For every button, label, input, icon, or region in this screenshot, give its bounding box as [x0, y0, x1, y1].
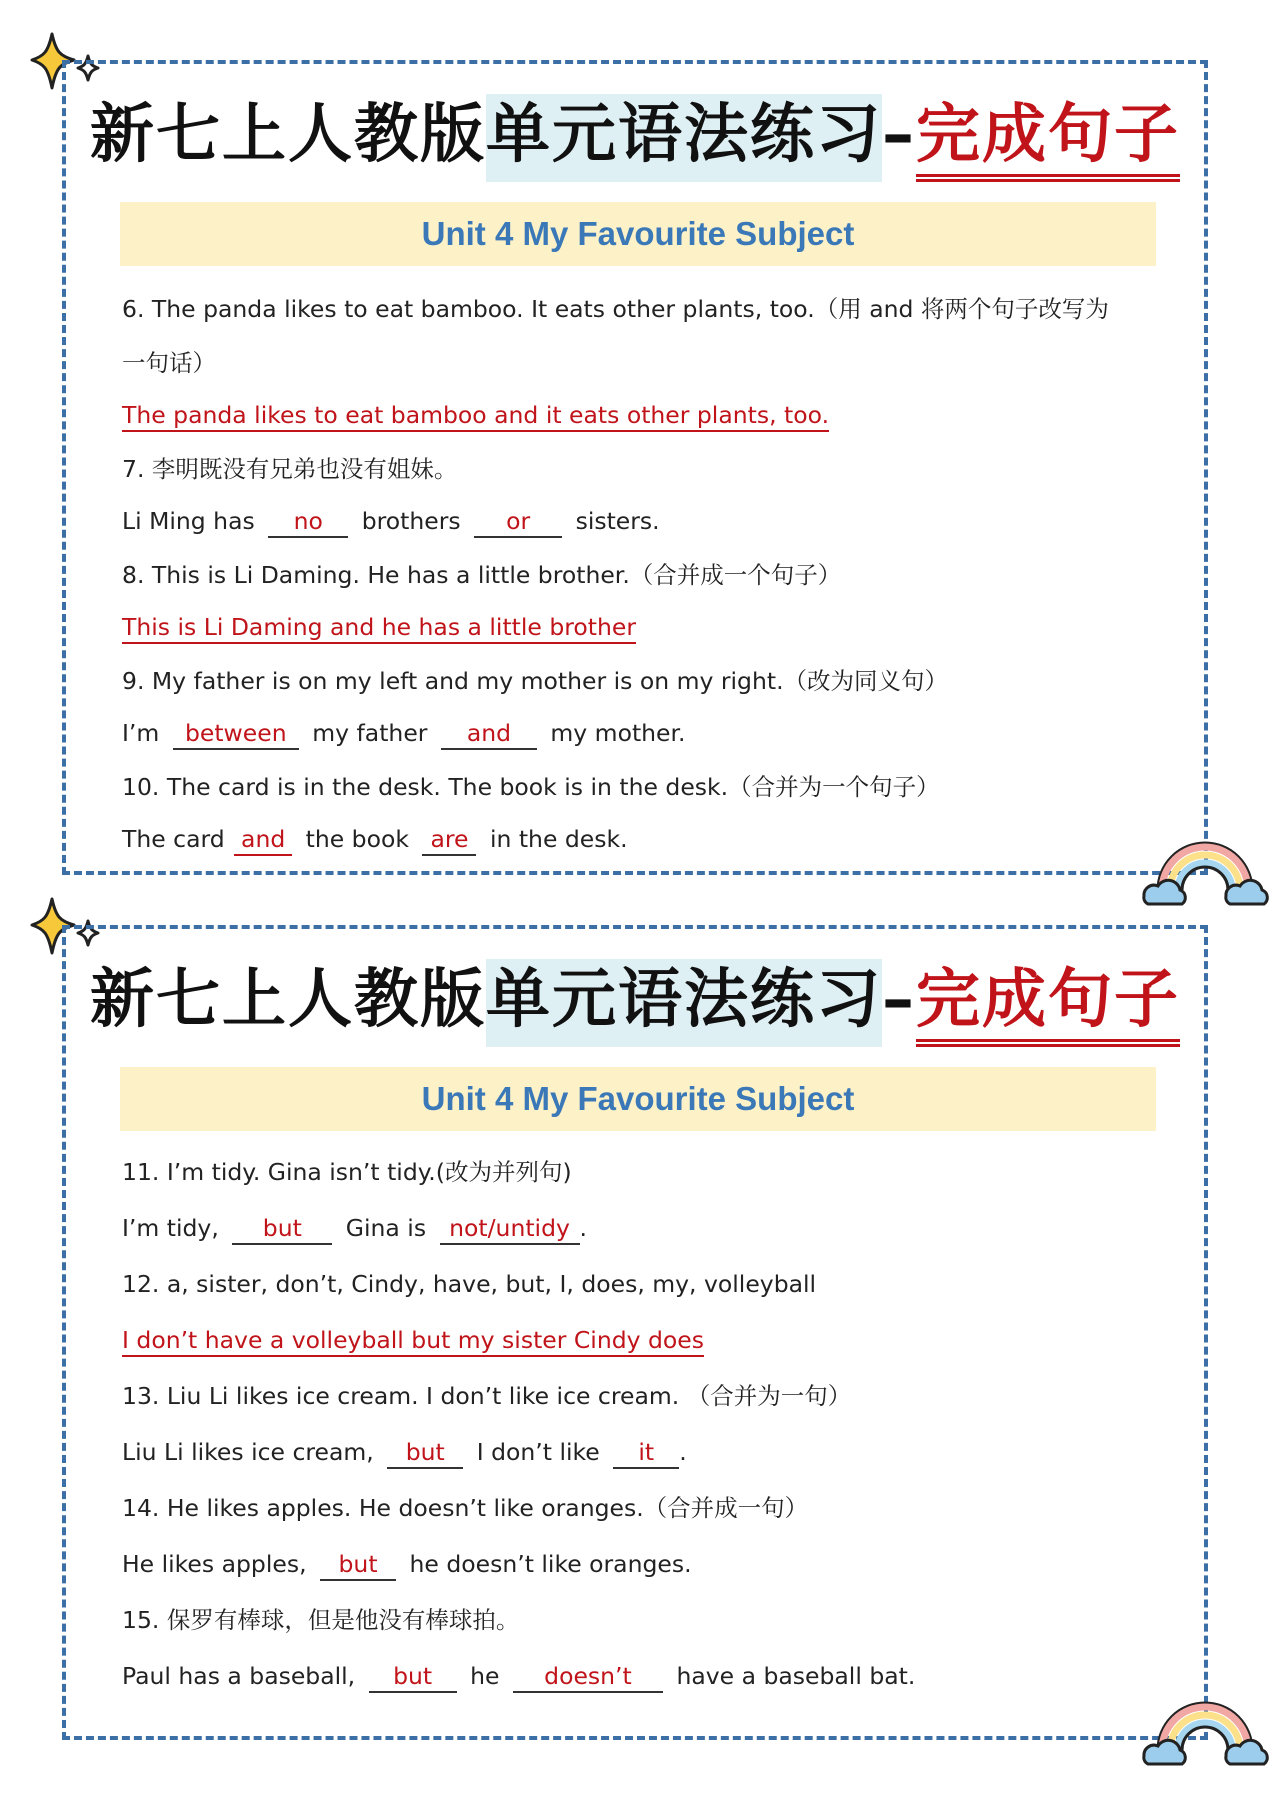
- fill-blank: but: [232, 1213, 332, 1245]
- question-14: 14. He likes apples. He doesn’t like oranges.（合并成一句）: [122, 1494, 809, 1522]
- page-title: [66, 957, 1204, 1043]
- title-highlight: 单元语法练习: [486, 94, 882, 182]
- answer-14: [122, 1547, 1164, 1581]
- answer-text: .: [579, 1214, 588, 1242]
- fill-blank: but: [369, 1661, 457, 1693]
- exercise-card-1: [62, 60, 1208, 875]
- fill-blank: are: [422, 824, 476, 856]
- answer-text: This is Li Daming and he has a little brother: [122, 613, 636, 644]
- unit-banner: Unit 4 My Favourite Subject: [120, 1067, 1156, 1131]
- fill-blank: between: [173, 718, 299, 750]
- title-part1: 新七上人教版: [90, 963, 486, 1037]
- answer-8: [122, 610, 1164, 644]
- page-title: [66, 92, 1204, 178]
- question-10: 10. The card is in the desk. The book is in the desk.（合并为一个句子）: [122, 773, 940, 801]
- exercise-card-2: [62, 925, 1208, 1740]
- rainbow-cloud-icon: [1140, 1690, 1270, 1770]
- question-6-cont: 一句话）: [122, 349, 216, 377]
- fill-blank: or: [474, 506, 562, 538]
- fill-blank: and: [234, 824, 292, 856]
- title-red: 完成句子: [916, 98, 1180, 182]
- fill-blank: not/untidy: [440, 1213, 580, 1245]
- answer-text: I don’t have a volleyball but my sister Cindy does: [122, 1326, 704, 1357]
- answer-text: the book: [305, 825, 409, 853]
- answer-text: I’m: [122, 719, 160, 747]
- fill-blank: but: [320, 1549, 396, 1581]
- answer-text: have a baseball bat.: [676, 1662, 916, 1690]
- question-15: 15. 保罗有棒球，但是他没有棒球拍。: [122, 1606, 520, 1634]
- fill-blank: doesn’t: [513, 1661, 663, 1693]
- question-9: 9. My father is on my left and my mother is on my right.（改为同义句）: [122, 667, 949, 695]
- answer-text: sisters.: [575, 507, 660, 535]
- answer-6: [122, 398, 1164, 432]
- fill-blank: no: [268, 506, 348, 538]
- title-dash: –: [882, 963, 916, 1037]
- title-part1: 新七上人教版: [90, 98, 486, 172]
- title-red: 完成句子: [916, 963, 1180, 1047]
- fill-blank: and: [441, 718, 537, 750]
- answer-15: [122, 1659, 1164, 1693]
- answer-text: Li Ming has: [122, 507, 255, 535]
- answer-text: my father: [312, 719, 428, 747]
- answer-text: Liu Li likes ice cream,: [122, 1438, 374, 1466]
- question-7: 7. 李明既没有兄弟也没有姐妹。: [122, 455, 458, 483]
- answer-text: The panda likes to eat bamboo and it eats other plants, too.: [122, 401, 829, 432]
- question-6: 6. The panda likes to eat bamboo. It eats other plants, too.（用 and 将两个句子改写为: [122, 295, 1109, 323]
- answer-7: [122, 504, 1164, 538]
- answer-11: [122, 1211, 1164, 1245]
- answer-text: brothers: [361, 507, 461, 535]
- answer-text: in the desk.: [489, 825, 628, 853]
- rainbow-cloud-icon: [1140, 830, 1270, 910]
- unit-banner: Unit 4 My Favourite Subject: [120, 202, 1156, 266]
- answer-text: he: [470, 1662, 500, 1690]
- question-11: 11. I’m tidy. Gina isn’t tidy.(改为并列句): [122, 1158, 572, 1186]
- fill-blank: but: [387, 1437, 463, 1469]
- title-dash: –: [882, 98, 916, 172]
- question-13: 13. Liu Li likes ice cream. I don’t like ice cream. （合并为一句）: [122, 1382, 852, 1410]
- answer-text: The card: [122, 825, 225, 853]
- title-highlight: 单元语法练习: [486, 959, 882, 1047]
- answer-text: I’m tidy,: [122, 1214, 219, 1242]
- answer-12: [122, 1323, 1164, 1357]
- answer-text: .: [679, 1438, 687, 1466]
- fill-blank: it: [613, 1437, 679, 1469]
- answer-text: Gina is: [345, 1214, 427, 1242]
- question-12: 12. a, sister, don’t, Cindy, have, but, I, does, my, volleyball: [122, 1270, 817, 1298]
- question-8: 8. This is Li Daming. He has a little brother.（合并成一个句子）: [122, 561, 842, 589]
- answer-text: He likes apples,: [122, 1550, 307, 1578]
- answer-text: Paul has a baseball,: [122, 1662, 356, 1690]
- answer-text: I don’t like: [476, 1438, 600, 1466]
- answer-text: my mother.: [550, 719, 686, 747]
- answer-10: [122, 822, 1164, 856]
- answer-13: [122, 1435, 1164, 1469]
- answer-9: [122, 716, 1164, 750]
- answer-text: he doesn’t like oranges.: [409, 1550, 692, 1578]
